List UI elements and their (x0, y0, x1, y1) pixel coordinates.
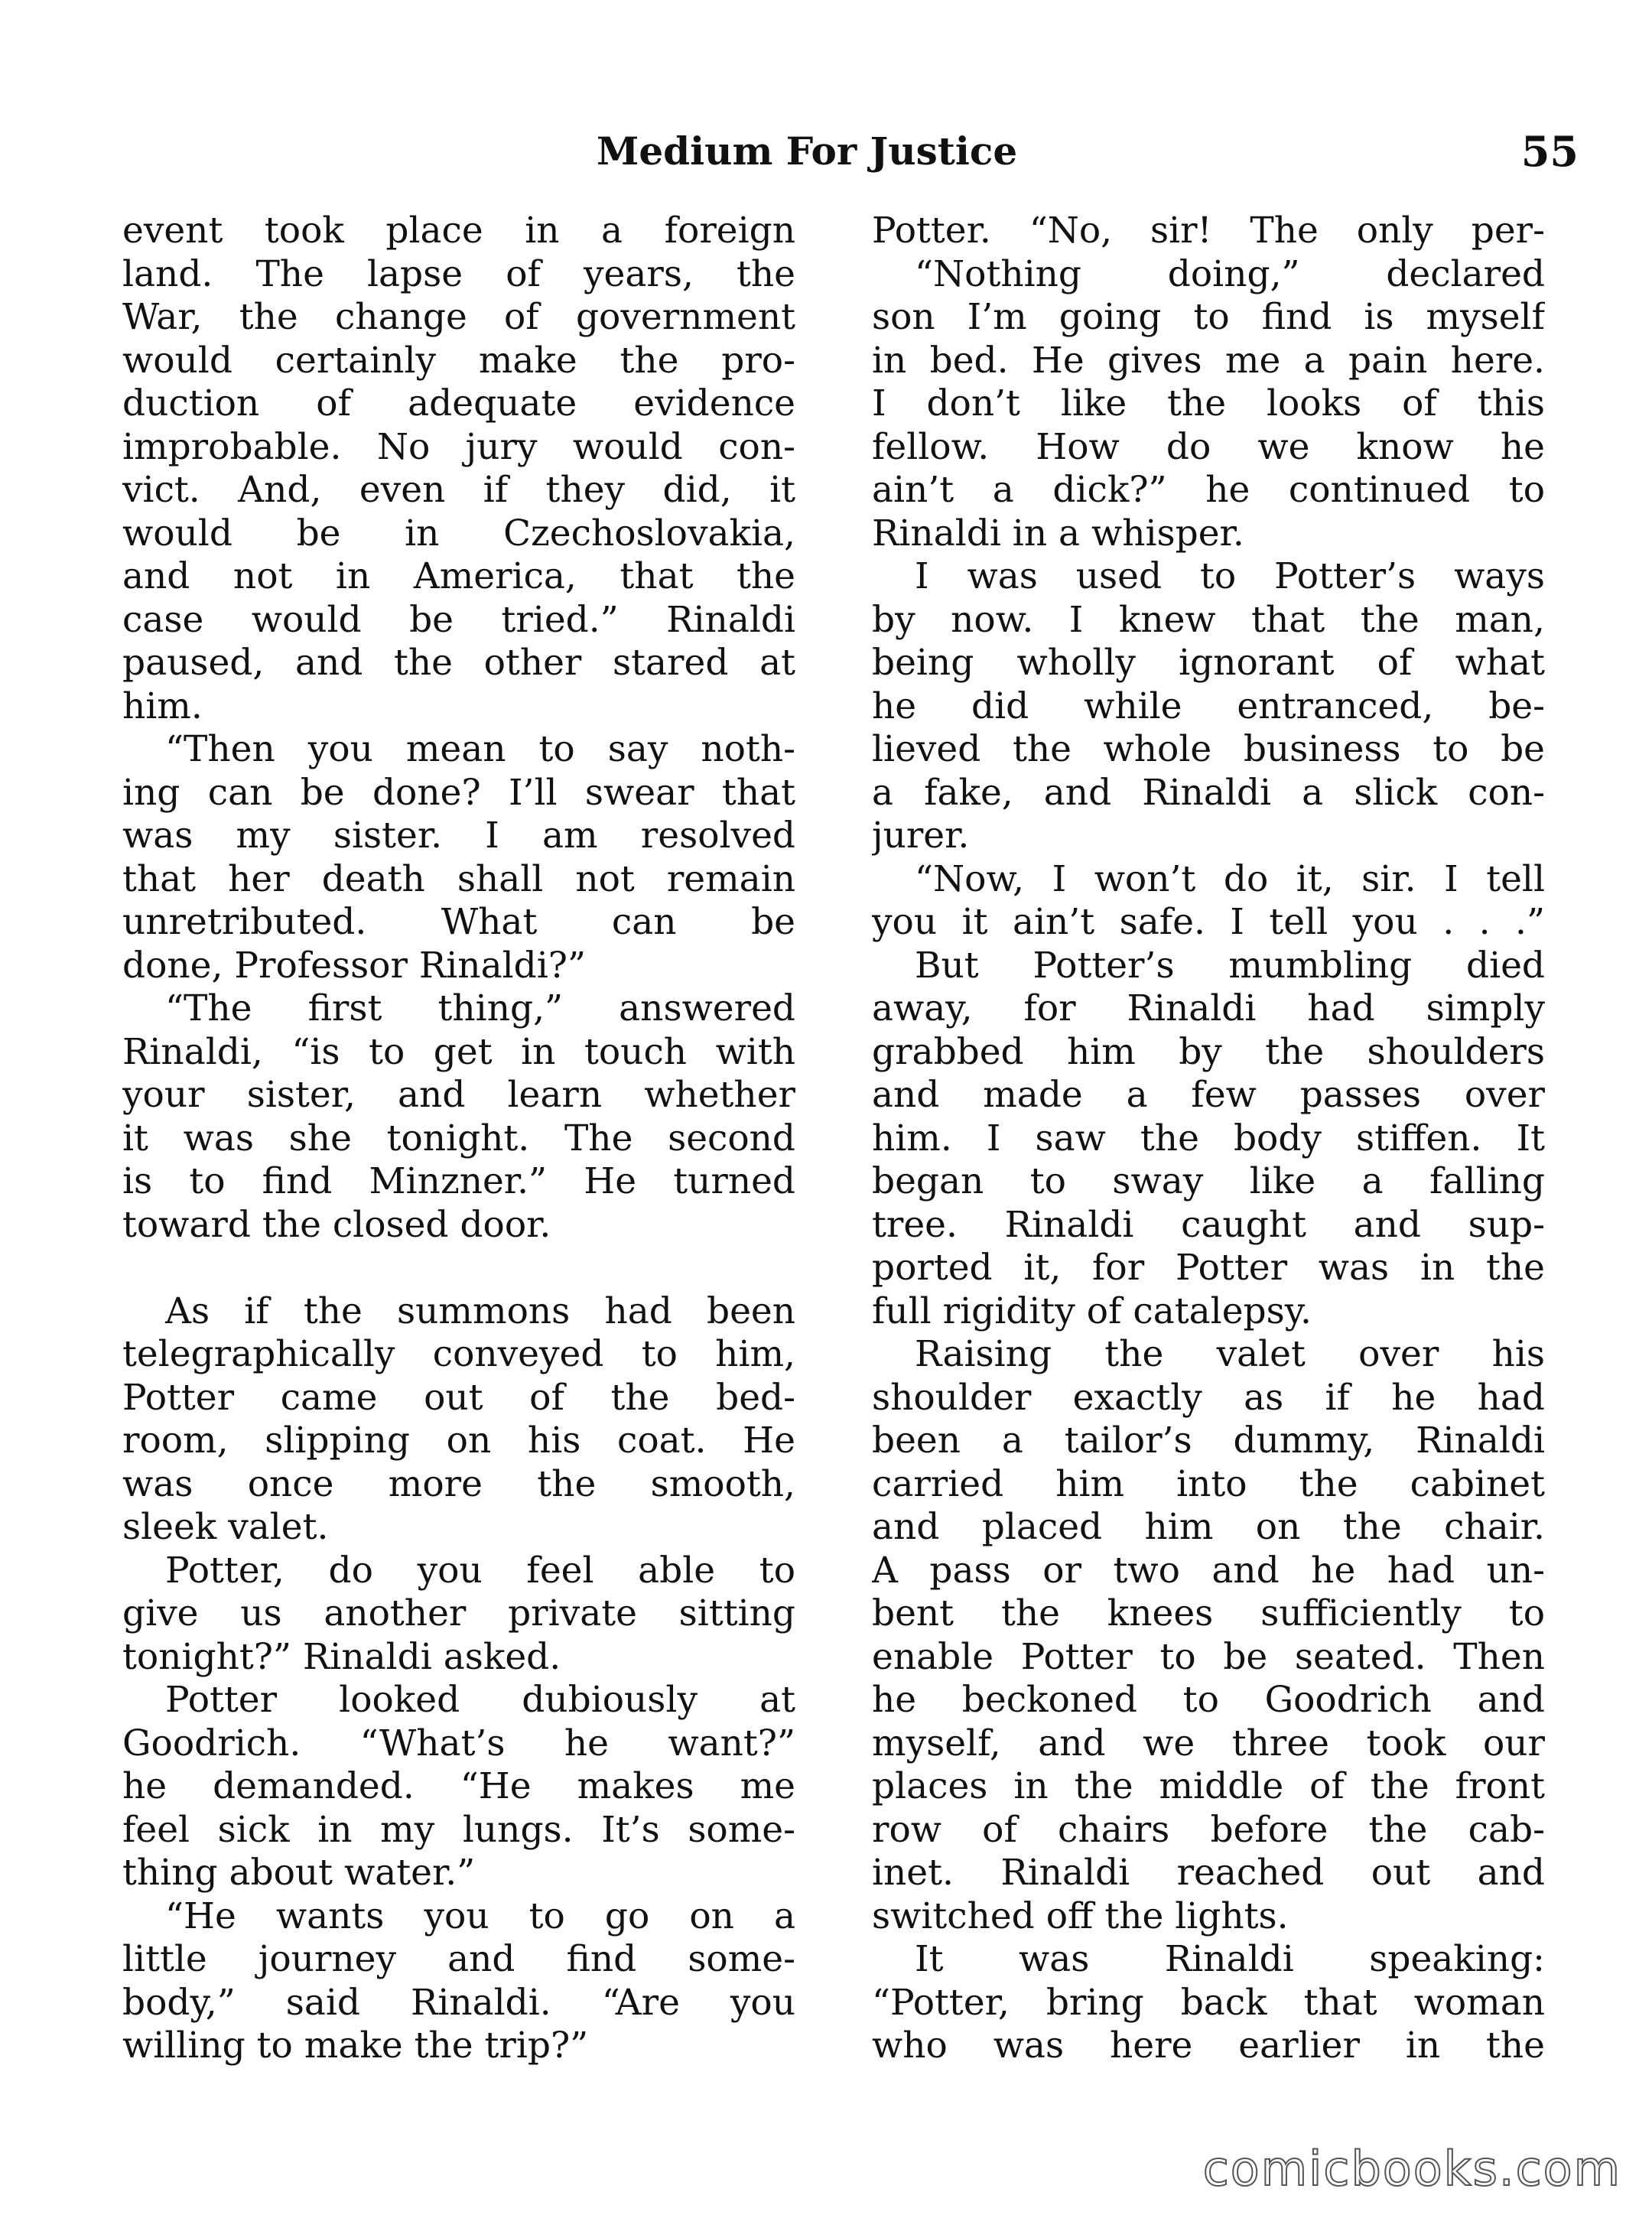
text-line: willing to make the trip?” (122, 2024, 589, 2067)
text-line: a fake, and Rinaldi a slick con- (872, 771, 1545, 814)
text-line: give us another private sitting (122, 1592, 795, 1634)
left-column (122, 210, 795, 2068)
text-line: improbable. No jury would con- (122, 425, 795, 468)
text-line: thing about water.” (122, 1852, 476, 1894)
text-line: carried him into the cabinet (872, 1462, 1545, 1505)
text-line: shoulder exactly as if he had (872, 1376, 1545, 1419)
running-head (0, 128, 1652, 182)
text-line: “Now, I won’t do it, sir. I tell (915, 857, 1545, 900)
running-title: Medium For Justice (597, 128, 1018, 174)
text-line: done, Professor Rinaldi?” (122, 944, 586, 987)
text-line: toward the closed door. (122, 1203, 551, 1246)
text-line: began to sway like a falling (872, 1160, 1545, 1202)
text-line: paused, and the other stared at (122, 642, 795, 684)
text-line: was my sister. I am resolved (122, 815, 795, 857)
text-line: case would be tried.” Rinaldi (122, 598, 795, 641)
text-line: “Potter, bring back that woman (872, 1981, 1545, 2024)
text-line: Goodrich. “What’s he want?” (122, 1722, 795, 1764)
text-line: tonight?” Rinaldi asked. (122, 1635, 561, 1678)
right-column (872, 210, 1545, 2068)
text-line: that her death shall not remain (122, 857, 795, 900)
text-line: you it ain’t safe. I tell you . . .” (872, 901, 1545, 943)
text-line: would be in Czechoslovakia, (122, 512, 795, 554)
text-line: he did while entranced, be- (872, 685, 1545, 727)
text-line: A pass or two and he had un- (872, 1549, 1545, 1592)
text-line: little journey and find some- (122, 1938, 795, 1980)
text-line: bent the knees sufficiently to (872, 1592, 1545, 1634)
text-line: But Potter’s mumbling died (915, 944, 1545, 987)
text-line: Potter looked dubiously at (165, 1679, 795, 1721)
text-line: fellow. How do we know he (872, 425, 1545, 468)
text-line: places in the middle of the front (872, 1765, 1545, 1807)
text-line: was once more the smooth, (122, 1462, 795, 1505)
text-line: War, the change of government (122, 296, 795, 338)
text-line: in bed. He gives me a pain here. (872, 339, 1545, 382)
text-line: As if the summons had been (165, 1289, 795, 1332)
text-line: vict. And, even if they did, it (122, 469, 795, 511)
text-line: body,” said Rinaldi. “Are you (122, 1981, 795, 2024)
text-line: Potter came out of the bed- (122, 1376, 795, 1419)
page-number: 55 (1520, 127, 1579, 176)
text-line: ported it, for Potter was in the (872, 1247, 1545, 1289)
text-line: away, for Rinaldi had simply (872, 987, 1545, 1029)
text-line: “The first thing,” answered (165, 987, 795, 1029)
text-line: feel sick in my lungs. It’s some- (122, 1808, 795, 1851)
text-line: Raising the valet over his (915, 1333, 1545, 1375)
text-line: it was she tonight. The second (122, 1117, 795, 1159)
text-line: land. The lapse of years, the (122, 252, 795, 295)
text-line: full rigidity of catalepsy. (872, 1289, 1312, 1332)
text-line: enable Potter to be seated. Then (872, 1635, 1545, 1678)
section-break (122, 1247, 795, 1290)
text-line: duction of adequate evidence (122, 382, 795, 424)
text-line: “Nothing doing,” declared (915, 252, 1545, 295)
text-line: grabbed him by the shoulders (872, 1030, 1545, 1073)
text-line: I was used to Potter’s ways (915, 555, 1545, 597)
text-line: room, slipping on his coat. He (122, 1420, 795, 1462)
text-line: row of chairs before the cab- (872, 1808, 1545, 1851)
text-line: Rinaldi in a whisper. (872, 512, 1244, 554)
site-watermark: comicbooks.com (1202, 2141, 1621, 2197)
text-line: him. I saw the body stiffen. It (872, 1117, 1545, 1159)
text-line: sleek valet. (122, 1506, 329, 1548)
text-line: would certainly make the pro- (122, 339, 795, 382)
text-line: your sister, and learn whether (122, 1074, 795, 1116)
text-line: myself, and we three took our (872, 1722, 1545, 1764)
text-line: he beckoned to Goodrich and (872, 1679, 1545, 1721)
text-line: switched off the lights. (872, 1894, 1289, 1937)
text-line: he demanded. “He makes me (122, 1765, 795, 1807)
text-line: son I’m going to find is myself (872, 296, 1545, 338)
text-line: “Then you mean to say noth- (165, 728, 795, 770)
text-line: and placed him on the chair. (872, 1506, 1545, 1548)
text-line: and not in America, that the (122, 555, 795, 597)
text-line: telegraphically conveyed to him, (122, 1333, 795, 1375)
text-line: being wholly ignorant of what (872, 642, 1545, 684)
text-line: “He wants you to go on a (165, 1894, 795, 1937)
text-line: ing can be done? I’ll swear that (122, 771, 795, 814)
text-line: ain’t a dick?” he continued to (872, 469, 1545, 511)
text-line: unretributed. What can be (122, 901, 795, 943)
text-line: by now. I knew that the man, (872, 598, 1545, 641)
text-line: Rinaldi, “is to get in touch with (122, 1030, 795, 1073)
text-line: event took place in a foreign (122, 210, 795, 252)
text-line: and made a few passes over (872, 1074, 1545, 1116)
text-line: jurer. (872, 815, 970, 857)
text-line: been a tailor’s dummy, Rinaldi (872, 1420, 1545, 1462)
text-line: Potter, do you feel able to (165, 1549, 795, 1592)
text-line: tree. Rinaldi caught and sup- (872, 1203, 1545, 1246)
text-line: Potter. “No, sir! The only per- (872, 210, 1545, 252)
text-line: who was here earlier in the (872, 2024, 1545, 2067)
text-line: him. (122, 685, 203, 727)
text-line: I don’t like the looks of this (872, 382, 1545, 424)
text-line: inet. Rinaldi reached out and (872, 1852, 1545, 1894)
text-line: It was Rinaldi speaking: (915, 1938, 1545, 1980)
text-line: lieved the whole business to be (872, 728, 1545, 770)
text-line: is to find Minzner.” He turned (122, 1160, 795, 1202)
